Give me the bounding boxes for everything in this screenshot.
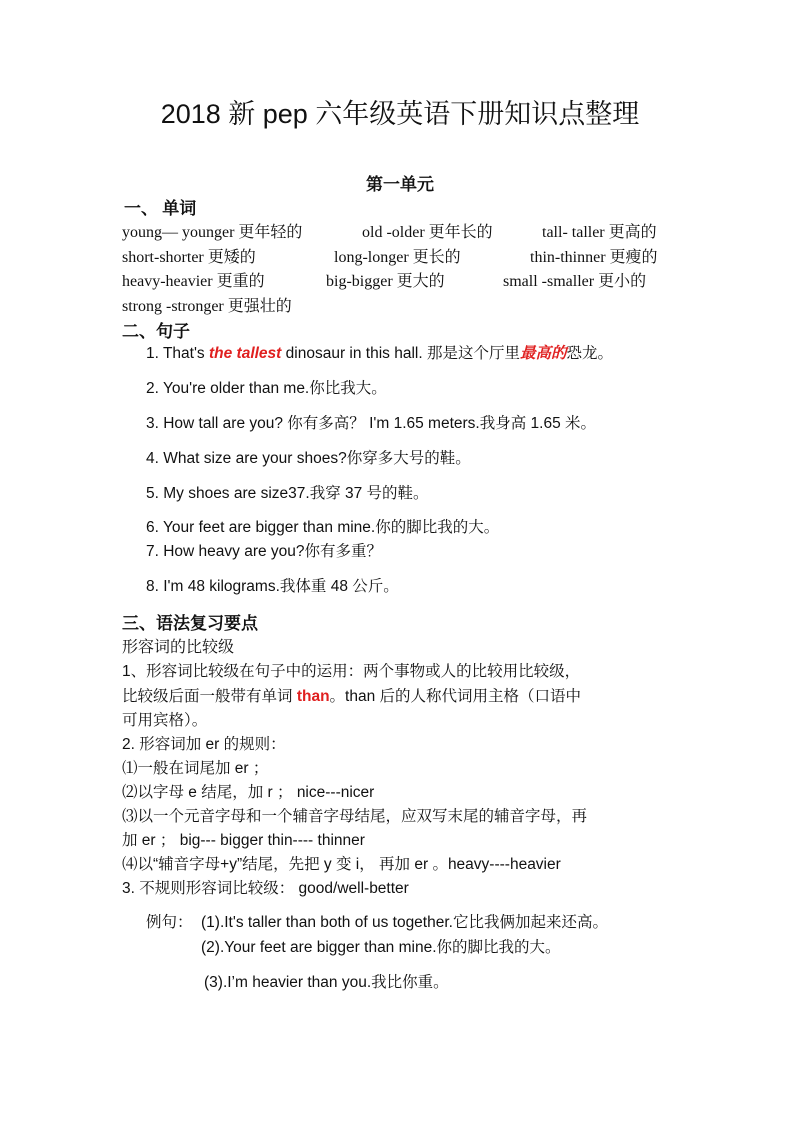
vocab-item: tall- taller 更高的 bbox=[542, 224, 657, 241]
grammar-para-1-post: 。than 后的人称代词用主格（口语中 bbox=[329, 688, 582, 705]
sentence-1 bbox=[146, 341, 613, 363]
vocab-item: old -older 更年长的 bbox=[362, 224, 493, 241]
sentence-5: 5. My shoes are size37.我穿 37 号的鞋。 bbox=[146, 485, 429, 502]
sentence-6: 6. Your feet are bigger than mine.你的脚比我的大。 bbox=[146, 519, 500, 536]
section-3-heading: 三、语法复习要点 bbox=[122, 614, 258, 633]
vocab-item: thin-thinner 更瘦的 bbox=[530, 249, 658, 266]
sentence-3: 3. How tall are you? 你有多高？ I'm 1.65 meters.我身高 1.65 米。 bbox=[146, 415, 597, 432]
sentence-1-highlight-cn: 最高的 bbox=[519, 345, 567, 362]
grammar-para-2: 2. 形容词加 er 的规则： bbox=[122, 736, 286, 753]
rule-2: ⑵以字母 e 结尾，加 r ； nice---nicer bbox=[122, 784, 375, 801]
sentence-8: 8. I'm 48 kilograms.我体重 48 公斤。 bbox=[146, 578, 399, 595]
vocab-item: big-bigger 更大的 bbox=[326, 273, 445, 290]
vocab-item: short-shorter 更矮的 bbox=[122, 249, 256, 266]
example-3: (3).I’m heavier than you.我比你重。 bbox=[204, 974, 449, 991]
rule-4: ⑷以“辅音字母+y”结尾，先把 y 变 i， 再加 er 。heavy----heavier bbox=[122, 856, 561, 873]
sentence-1-highlight: the tallest bbox=[208, 345, 282, 362]
rule-1: ⑴一般在词尾加 er ； bbox=[122, 760, 269, 777]
vocab-item: small -smaller 更小的 bbox=[503, 273, 647, 290]
sentence-1-pre: 1. That's bbox=[146, 345, 209, 362]
section-2-heading: 二、句子 bbox=[122, 322, 190, 341]
grammar-para-3: 3. 不规则形容词比较级： good/well-better bbox=[122, 880, 409, 897]
sentence-1-mid: dinosaur in this hall. 那是这个厅里 bbox=[281, 345, 520, 362]
page-title: 2018 新 pep 六年级英语下册知识点整理 bbox=[160, 99, 640, 129]
rule-3-line-1: ⑶以一个元音字母和一个辅音字母结尾，应双写末尾的辅音字母，再 bbox=[122, 808, 588, 825]
example-1: (1).It's taller than both of us together.它比我俩加起来还高。 bbox=[201, 914, 608, 931]
grammar-para-1-line-2 bbox=[122, 684, 581, 706]
grammar-para-1-line-1: 1、形容词比较级在句子中的运用：两个事物或人的比较用比较级， bbox=[122, 663, 581, 680]
grammar-para-1-pre: 比较级后面一般带有单词 bbox=[122, 688, 297, 705]
vocab-item: long-longer 更长的 bbox=[334, 249, 461, 266]
sentence-2: 2. You're older than me.你比我大。 bbox=[146, 380, 387, 397]
vocab-item: young— younger 更年轻的 bbox=[122, 224, 303, 241]
sentence-7: 7. How heavy are you?你有多重？ bbox=[146, 543, 383, 560]
vocab-item: strong -stronger 更强壮的 bbox=[122, 298, 292, 315]
sentence-4: 4. What size are your shoes?你穿多大号的鞋。 bbox=[146, 450, 471, 467]
sentence-1-post: 恐龙。 bbox=[566, 345, 613, 362]
example-2: (2).Your feet are bigger than mine.你的脚比我的大。 bbox=[201, 939, 561, 956]
unit-heading: 第一单元 bbox=[366, 175, 434, 194]
section-1-heading: 一、 单词 bbox=[124, 199, 197, 218]
rule-3-line-2: 加 er ； big--- bigger thin---- thinner bbox=[122, 832, 365, 849]
grammar-para-1-line-3: 可用宾格）。 bbox=[122, 712, 208, 729]
than-highlight: than bbox=[296, 688, 330, 705]
example-label: 例句： bbox=[146, 914, 193, 931]
vocab-item: heavy-heavier 更重的 bbox=[122, 273, 265, 290]
subheading: 形容词的比较级 bbox=[122, 639, 235, 656]
